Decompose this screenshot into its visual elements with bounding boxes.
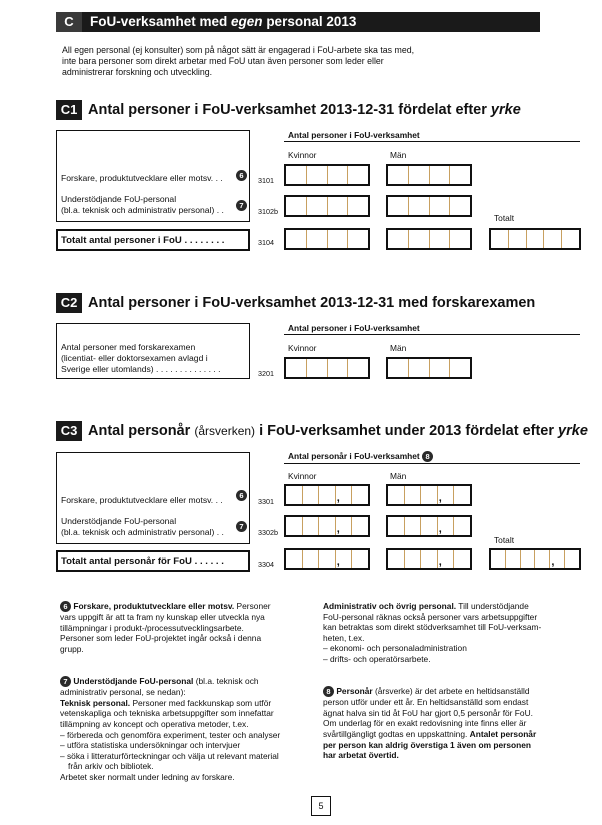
- c3-total-women-input[interactable]: [284, 548, 370, 570]
- note-7-title: Understödjande FoU-personal: [73, 676, 194, 686]
- c3-row2-men-input[interactable]: [386, 515, 472, 537]
- c2-men-input[interactable]: [386, 357, 472, 379]
- c3-col-total: Totalt: [494, 535, 515, 545]
- note-6-l2: vars uppgift är att ta fram ny kunskap eller utveckla nya: [60, 612, 265, 623]
- decimal-comma: ,: [336, 523, 340, 535]
- decimal-comma: ,: [438, 556, 442, 568]
- section-c-badge: C: [56, 12, 82, 32]
- note-6-marker: 6: [236, 490, 247, 501]
- c1-header-line: [284, 141, 580, 142]
- c1-total-men-input[interactable]: [386, 228, 472, 250]
- c3-row1-women-input[interactable]: [284, 484, 370, 506]
- c2-label-b: (licentiat- eller doktorsexamen avlagd i: [61, 353, 208, 363]
- note-7-l3: Personer med fackkunskap som utför: [130, 697, 272, 708]
- note-7-l6: – förbereda och genomföra experiment, tester och analyser: [60, 729, 281, 740]
- c1-row2-text-b: (bl.a. teknisk och administrativ personal) . .: [61, 205, 224, 215]
- note-8-l5: svårtillgängligt godtas en uppskattning.: [323, 729, 470, 740]
- c3-total-total-input[interactable]: [489, 548, 581, 570]
- c3-header-line: [284, 463, 580, 464]
- c2-label-c: Sverige eller utomlands) . . . . . . . . . . . . . .: [61, 364, 221, 374]
- note-adm-l2: FoU-personal räknas också personer vars arbetsuppgifter: [323, 611, 538, 622]
- note-6-l5: grupp.: [60, 644, 84, 655]
- intro-line-2: inte bara personer som direkt arbetar med FoU utan även personer som leder eller: [62, 56, 384, 66]
- note-7-l2: administrativ personal, se nedan):: [60, 687, 186, 698]
- c3-row1-code: 3301: [258, 497, 274, 506]
- note-adm-l6: – drifts- och operatörsarbete.: [323, 653, 431, 664]
- c3-row1-text: Forskare, produktutvecklare eller motsv. . .: [61, 495, 223, 505]
- c1-row2-women-input[interactable]: [284, 195, 370, 217]
- section-c-title-pre: FoU-verksamhet med: [90, 14, 232, 29]
- note-adm-l3: kan betraktas som direkt stödverksamhet till FoU-verksam-: [323, 622, 542, 633]
- note-7-l8: – söka i litteraturförteckningar och välja ut relevant material: [60, 750, 279, 761]
- c1-total-women-input[interactable]: [284, 228, 370, 250]
- c3-title-mid: i FoU-verksamhet under 2013 fördelat efter: [255, 423, 559, 439]
- c2-header-label: Antal personer i FoU-verksamhet: [288, 323, 420, 333]
- c1-row2-men-input[interactable]: [386, 195, 472, 217]
- c1-row1-text: Forskare, produktutvecklare eller motsv. . .: [61, 173, 223, 183]
- c3-row2-text-b: (bl.a. teknisk och administrativ personal) . .: [61, 527, 224, 537]
- note-8-b2: per person kan aldrig överstiga 1 även om personen: [323, 739, 532, 750]
- note-7: [60, 676, 310, 783]
- c1-row1-women-input[interactable]: [284, 164, 370, 186]
- note-adm-l5: – ekonomi- och personaladministration: [323, 643, 467, 654]
- c3-total-code: 3304: [258, 560, 274, 569]
- note-6-title: Forskare, produktutvecklare eller motsv.: [73, 601, 235, 611]
- c1-col-men: Män: [390, 150, 407, 160]
- note-7-marker: 7: [236, 200, 247, 211]
- c2-col-men: Män: [390, 343, 407, 353]
- section-c-title-em: egen: [231, 14, 263, 29]
- decimal-comma: ,: [438, 523, 442, 535]
- note-8-l2: person utför under ett år. En heltidsanställd som endast: [323, 697, 529, 708]
- c1-row2-label: [61, 194, 224, 216]
- c3-row2-text-a: Understödjande FoU-personal: [61, 516, 177, 526]
- note-8-l3: ägnat halva sin tid åt FoU har gjort 0,5 personår för FoU.: [323, 707, 533, 718]
- c1-row1-men-input[interactable]: [386, 164, 472, 186]
- c3-header-label: [288, 451, 433, 462]
- c2-header-line: [284, 334, 580, 335]
- note-7-t2: (bl.a. teknisk och: [193, 676, 259, 686]
- c1-total-label: Totalt antal personer i FoU . . . . . . . .: [61, 235, 225, 246]
- c1-row2-text-a: Understödjande FoU-personal: [61, 194, 177, 204]
- c2-women-input[interactable]: [284, 357, 370, 379]
- note-8-b3: har arbetat övertid.: [323, 750, 399, 761]
- note-8-marker: 8: [422, 451, 433, 462]
- c1-badge: C1: [56, 100, 82, 120]
- section-c-intro: [62, 45, 414, 78]
- c1-row2-code: 3102b: [258, 207, 278, 216]
- note-7-marker: 7: [236, 521, 247, 532]
- section-c-title-post: personal 2013: [262, 14, 357, 29]
- note-6-l4: Personer som leder FoU-projektet ingår också i denna: [60, 633, 262, 644]
- c3-row2-label: [61, 516, 224, 538]
- c3-badge: C3: [56, 421, 82, 441]
- note-7-tek: Teknisk personal.: [60, 697, 131, 708]
- c1-title: [88, 100, 521, 120]
- intro-line-3: administrerar forskning och utveckling.: [62, 67, 213, 77]
- note-7-l9: från arkiv och bibliotek.: [68, 761, 154, 772]
- c3-row2-code: 3302b: [258, 528, 278, 537]
- note-adm-l1: Till understödjande: [456, 601, 529, 611]
- c3-row1-label: [61, 495, 223, 506]
- decimal-comma: ,: [551, 556, 555, 568]
- c2-code: 3201: [258, 369, 274, 378]
- note-7-l7: – utföra statistiska undersökningar och intervjuer: [60, 740, 241, 751]
- note-7-l10: Arbetet sker normalt under ledning av forskare.: [60, 772, 235, 783]
- c3-row1-men-input[interactable]: [386, 484, 472, 506]
- section-c-title: [90, 12, 356, 32]
- decimal-comma: ,: [438, 492, 442, 504]
- c3-col-men: Män: [390, 471, 407, 481]
- decimal-comma: ,: [336, 492, 340, 504]
- note-adm: [323, 601, 585, 665]
- c2-label: [61, 342, 221, 375]
- c1-header-label: Antal personer i FoU-verksamhet: [288, 130, 420, 140]
- note-7-badge: 7: [60, 676, 71, 687]
- note-8-title: Personår: [336, 686, 373, 696]
- note-adm-title: Administrativ och övrig personal.: [323, 601, 457, 611]
- c3-header-text: Antal personår i FoU-verksamhet: [288, 451, 420, 461]
- c3-total-label: Totalt antal personår för FoU . . . . . .: [61, 556, 224, 567]
- c3-row2-women-input[interactable]: [284, 515, 370, 537]
- note-6-l1: Personer: [234, 601, 271, 611]
- note-8-b1: Antalet personår: [469, 729, 537, 740]
- c2-badge: C2: [56, 293, 82, 313]
- c3-col-women: Kvinnor: [288, 471, 317, 481]
- page-number: 5: [311, 796, 331, 816]
- note-8-badge: 8: [323, 686, 334, 697]
- note-8: [323, 686, 585, 761]
- note-8-l1: (årsverke) är det arbete en heltidsanställd: [372, 686, 530, 696]
- c3-title: [88, 421, 588, 441]
- note-6-badge: 6: [60, 601, 71, 612]
- note-8-l4: Om underlag för en exakt redovisning inte finns eller är: [323, 718, 527, 729]
- c3-title-paren: (årsverken): [194, 424, 256, 438]
- note-6-l3: tillämpningar i produkt-/processutvecklingsarbete.: [60, 622, 244, 633]
- c2-title: Antal personer i FoU-verksamhet 2013-12-31 med forskarexamen: [88, 295, 536, 311]
- note-7-l4: vetenskapliga och tekniska arbetsuppgifter som innefattar: [60, 708, 274, 719]
- intro-line-1: All egen personal (ej konsulter) som på något sätt är engagerad i FoU-arbete ska tas med,: [62, 45, 415, 55]
- c2-col-women: Kvinnor: [288, 343, 317, 353]
- c3-total-men-input[interactable]: [386, 548, 472, 570]
- c1-col-total: Totalt: [494, 213, 515, 223]
- c2-label-a: Antal personer med forskarexamen: [61, 342, 196, 352]
- note-6-marker: 6: [236, 170, 247, 181]
- decimal-comma: ,: [336, 556, 340, 568]
- note-6: [60, 601, 308, 655]
- c1-row1-code: 3101: [258, 176, 274, 185]
- note-adm-l4: heten, t.ex.: [323, 632, 365, 643]
- c1-row1-label: [61, 173, 223, 184]
- c1-col-women: Kvinnor: [288, 150, 317, 160]
- c3-title-em: yrke: [558, 423, 588, 439]
- c3-title-pre: Antal personår: [88, 423, 195, 439]
- c1-title-pre: Antal personer i FoU-verksamhet 2013-12-31 fördelat efter: [88, 102, 491, 118]
- c1-total-total-input[interactable]: [489, 228, 581, 250]
- note-7-l5: tillämpning av koncept och operativa metoder, t.ex.: [60, 719, 249, 730]
- c1-total-code: 3104: [258, 238, 274, 247]
- c1-title-em: yrke: [490, 102, 521, 118]
